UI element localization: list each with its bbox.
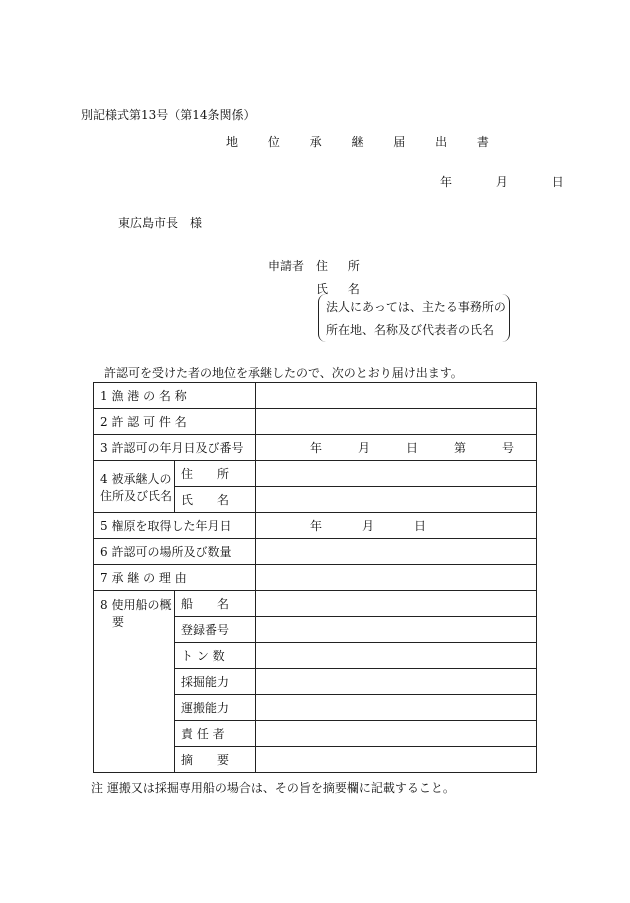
table-row [94,591,537,617]
label-port-name: 1 漁 港 の 名 称 [94,383,256,409]
label-predecessor [94,461,175,513]
label-vessel-name: 船 名 [175,591,256,617]
label-title-acquired-date: 5 権原を取得した年月日 [94,513,256,539]
corporate-note [318,294,510,342]
label-person-in-charge: 責 任 者 [175,721,256,747]
label-registration-number: 登録番号 [175,617,256,643]
input-permit-date-number[interactable] [256,435,537,461]
label-vessel-overview-line1: 8 使用船の概 [100,598,172,612]
corporate-note-line1: 法人にあっては、主たる事務所の [326,300,506,314]
table-row [94,461,537,487]
date-year: 年 [440,175,453,189]
input-succession-reason[interactable] [256,565,537,591]
label-transport-capacity: 運搬能力 [175,695,256,721]
label-predecessor-address: 住 所 [175,461,256,487]
table-row [94,383,537,409]
val-month: 月 [357,441,370,455]
val-year: 年 [310,441,323,455]
input-predecessor-name[interactable] [256,487,537,513]
val-day: 日 [405,441,418,455]
label-excavation-capacity: 採掘能力 [175,669,256,695]
table-row [94,435,537,461]
val-day: 日 [414,519,427,533]
label-permit-date-number: 3 許認可の年月日及び番号 [94,435,256,461]
input-tonnage[interactable] [256,643,537,669]
input-vessel-name[interactable] [256,591,537,617]
label-vessel-overview [94,591,175,773]
input-person-in-charge[interactable] [256,721,537,747]
label-predecessor-line2: 住所及び氏名 [100,488,173,503]
input-predecessor-address[interactable] [256,461,537,487]
label-remarks: 摘 要 [175,747,256,773]
applicant-name-label: 氏 名 [316,282,368,296]
label-permit-title: 2 許 認 可 件 名 [94,409,256,435]
val-go: 号 [501,441,514,455]
addressee: 東広島市長 様 [118,216,203,230]
input-excavation-capacity[interactable] [256,669,537,695]
table-row [94,565,537,591]
date-line [440,173,586,190]
intro-text: 許認可を受けた者の地位を承継したので、次のとおり届け出ます。 [104,366,463,380]
applicant-address-label: 住 所 [316,259,368,273]
date-month: 月 [495,175,508,189]
label-permit-place-quantity: 6 許認可の場所及び数量 [94,539,256,565]
label-tonnage: ト ン 数 [175,643,256,669]
input-port-name[interactable] [256,383,537,409]
label-predecessor-line1: 4 被承継人の [100,471,172,486]
input-registration-number[interactable] [256,617,537,643]
document-title: 地 位 承 継 届 出 書 [226,135,502,149]
input-remarks[interactable] [256,747,537,773]
table-row [94,539,537,565]
label-predecessor-name: 氏 名 [175,487,256,513]
label-vessel-overview-line2: 要 [112,615,125,629]
corporate-note-line2: 所在地、名称及び代表者の氏名 [326,323,495,337]
input-permit-title[interactable] [256,409,537,435]
footnote: 注 運搬又は採掘専用船の場合は、その旨を摘要欄に記載すること。 [91,781,455,795]
input-transport-capacity[interactable] [256,695,537,721]
form-number: 別記様式第13号（第14条関係） [81,108,256,122]
table-row [94,513,537,539]
form-table [93,382,537,773]
applicant-label: 申請者 [268,259,305,273]
table-row [94,409,537,435]
val-month: 月 [362,519,375,533]
val-dai: 第 [453,441,466,455]
input-title-acquired-date[interactable] [256,513,537,539]
val-year: 年 [310,519,323,533]
label-succession-reason: 7 承 継 の 理 由 [94,565,256,591]
date-day: 日 [551,175,564,189]
input-permit-place-quantity[interactable] [256,539,537,565]
